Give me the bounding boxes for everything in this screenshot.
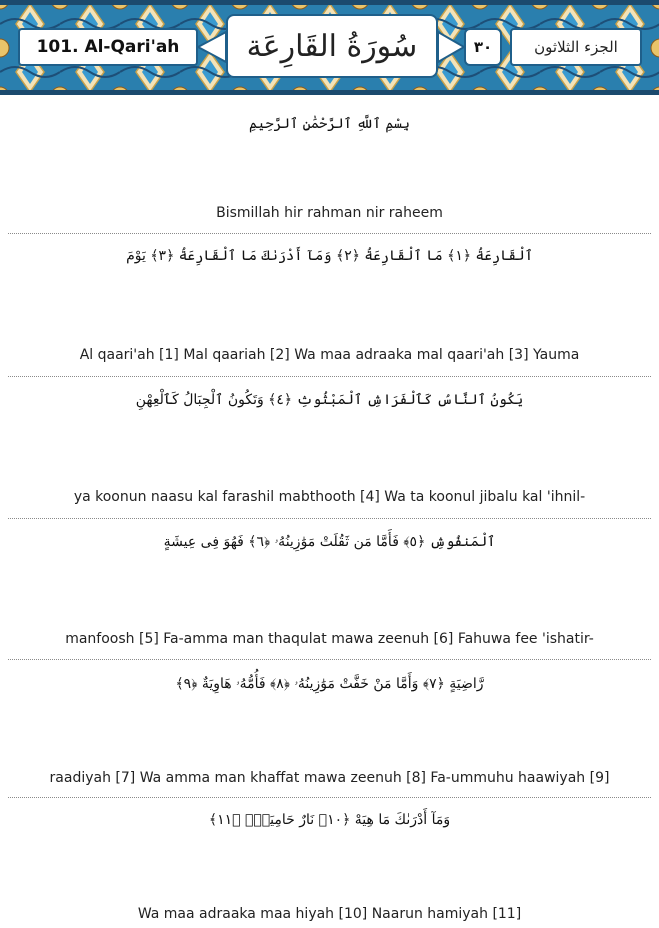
divider bbox=[8, 518, 651, 519]
juz-number: ٣٠ bbox=[464, 28, 502, 66]
divider bbox=[8, 376, 651, 377]
surah-title-calligraphy: سُورَةُ القَارِعَة bbox=[226, 14, 438, 78]
divider bbox=[8, 659, 651, 660]
verse-line-arabic: ٱلْقَارِعَةُ ﴿١﴾ مَا ٱلْقَارِعَةُ ﴿٢﴾ وَمَآ أَدْرَىٰكَ مَا ٱلْقَارِعَةُ ﴿٣﴾ يَوْمَ bbox=[126, 248, 533, 264]
verse-line-arabic: وَمَآ أَدْرَىٰكَ مَا هِيَهْ ﴿١٠﴾ نَارٌ حَامِيَةٌۢ ﴿١١﴾ bbox=[208, 812, 451, 828]
verse-line-transliteration: ya koonun naasu kal farashil mabthooth [4] Wa ta koonul jibalu kal 'ihnil- bbox=[73, 489, 586, 505]
verse-line-arabic: رَّاضِيَةٍ ﴿٧﴾ وَأَمَّا مَنْ خَفَّتْ مَوَٰزِينُهُۥ ﴿٨﴾ فَأُمُّهُۥ هَاوِيَةٌ ﴿٩﴾ bbox=[175, 676, 484, 692]
verse-line-transliteration: raadiyah [7] Wa amma man khaffat mawa zeenuh [8] Fa-ummuhu haawiyah [9] bbox=[49, 770, 610, 786]
verse-line-transliteration: Al qaari'ah [1] Mal qaariah [2] Wa maa adraaka mal qaari'ah [3] Yauma bbox=[79, 347, 580, 363]
bismillah-arabic: بِسْمِ ٱللَّهِ ٱلرَّحْمَٰنِ ٱلرَّحِيمِ bbox=[248, 116, 410, 132]
verse-line-arabic: ٱلْمَنفُوشِ ﴿٥﴾ فَأَمَّا مَن ثَقُلَتْ مَوَٰزِينُهُۥ ﴿٦﴾ فَهُوَ فِى عِيشَةٍ bbox=[163, 534, 496, 550]
header-banner bbox=[0, 0, 659, 95]
surah-name-label: 101. Al-Qari'ah bbox=[18, 28, 198, 66]
juz-name-label: الجزء الثلاثون bbox=[510, 28, 642, 66]
divider bbox=[8, 797, 651, 798]
verse-line-arabic: يَكُونُ ٱلنَّاسُ كَٱلْفَرَاشِ ٱلْمَبْثُوثِ ﴿٤﴾ وَتَكُونُ ٱلْجِبَالُ كَٱلْعِهْنِ bbox=[135, 392, 524, 408]
verse-line-transliteration: manfoosh [5] Fa-amma man thaqulat mawa zeenuh [6] Fahuwa fee 'ishatir- bbox=[65, 631, 594, 647]
divider bbox=[8, 233, 651, 234]
verse-line-transliteration: Wa maa adraaka maa hiyah [10] Naarun hamiyah [11] bbox=[137, 906, 522, 922]
bismillah-transliteration: Bismillah hir rahman nir raheem bbox=[216, 205, 443, 221]
